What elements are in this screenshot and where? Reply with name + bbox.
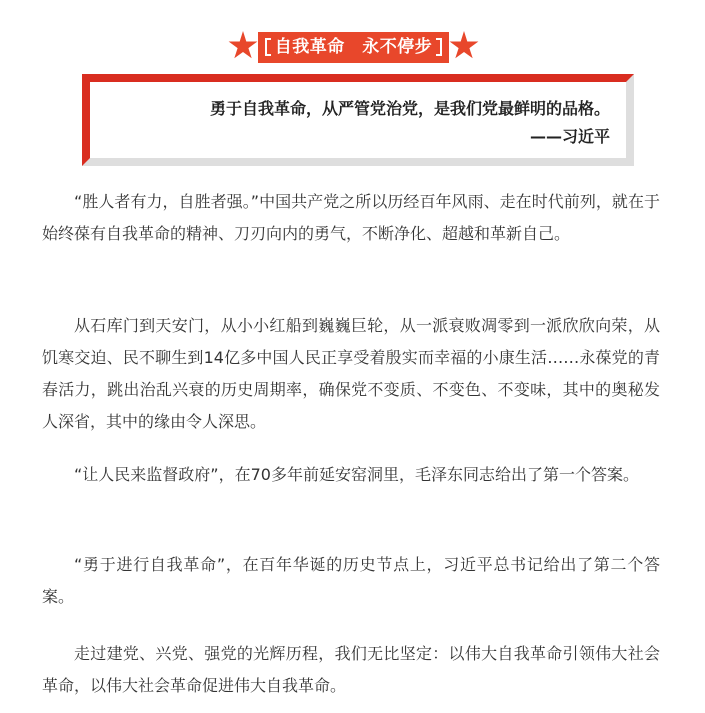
quote-box	[82, 74, 634, 166]
quote-author: ——习近平	[529, 127, 610, 146]
star-icon	[228, 31, 258, 61]
paragraph: 从石库门到天安门，从小小红船到巍巍巨轮，从一派衰败凋零到一派欣欣向荣，从饥寒交迫、民不聊生到14亿多中国人民正享受着殷实而幸福的小康生活……永葆党的青春活力，跳出治乱兴衰的历史周期率，确保党不变质、不变色、不变味，其中的奥秘发人深省，其中的缘由令人深思。	[42, 316, 660, 431]
star-icon	[449, 31, 479, 61]
paragraph: “勇于进行自我革命”，在百年华诞的历史节点上，习近平总书记给出了第二个答案。	[42, 555, 660, 606]
paragraph: “让人民来监督政府”，在70多年前延安窑洞里，毛泽东同志给出了第一个答案。	[74, 465, 639, 484]
quote-text: 勇于自我革命，从严管党治党，是我们党最鲜明的品格。	[209, 99, 610, 118]
header-banner	[0, 22, 705, 66]
paragraph: “胜人者有力，自胜者强。”中国共产党之所以历经百年风雨、走在时代前列，就在于始终葆有自我革命的精神、刀刃向内的勇气，不断净化、超越和革新自己。	[42, 192, 660, 243]
banner-title: 自我革命 永不停步	[274, 37, 433, 57]
paragraph: 走过建党、兴党、强党的光辉历程，我们无比坚定：以伟大自我革命引领伟大社会革命，以伟大社会革命促进伟大自我革命。	[42, 644, 660, 695]
bracket-right-icon	[436, 38, 442, 56]
title-ribbon	[258, 32, 449, 63]
